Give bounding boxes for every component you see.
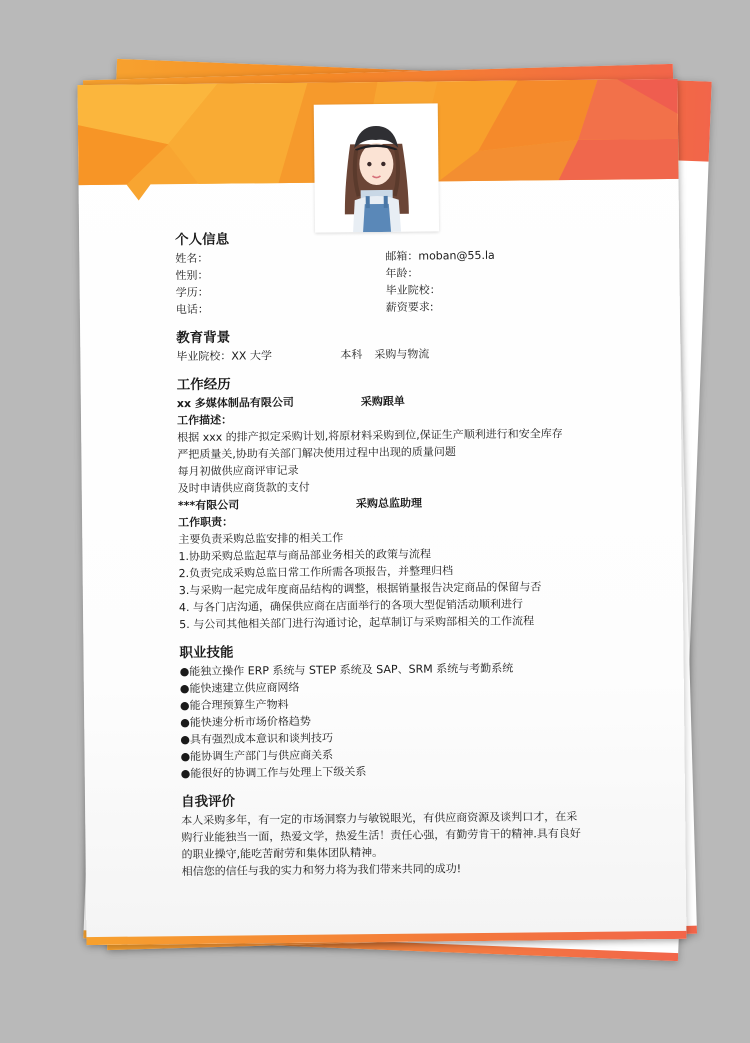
self-eval-line: 的职业操守,能吃苦耐劳和集体团队精神。 bbox=[181, 846, 384, 862]
skills-section bbox=[179, 639, 600, 782]
job-desc-line: 严把质量关,协助有关部门解决使用过程中出现的质量问题 bbox=[177, 445, 456, 462]
section-heading: 自我评价 bbox=[180, 793, 236, 811]
skill-item: ●能合理预算生产物料 bbox=[179, 697, 289, 713]
education-school: 毕业院校：XX 大学 bbox=[176, 349, 273, 364]
skill-item: ●能独立操作 ERP 系统与 STEP 系统及 SAP、SRM 系统与考勤系统 bbox=[179, 661, 514, 679]
education-major: 采购与物流 bbox=[374, 347, 430, 362]
resume-content bbox=[175, 226, 602, 880]
section-heading: 工作经历 bbox=[176, 376, 231, 394]
job-desc-line: 5. 与公司其他相关部门进行沟通讨论，起草制订与采购部相关的工作流程 bbox=[179, 614, 535, 632]
girl-portrait-icon bbox=[314, 103, 439, 232]
self-eval-line: 相信您的信任与我的实力和努力将为我们带来共同的成功! bbox=[181, 862, 462, 879]
phone-field: 电话： bbox=[175, 302, 209, 317]
skill-item: ●能快速建立供应商网络 bbox=[179, 680, 300, 696]
education-section bbox=[176, 324, 596, 365]
profile-photo bbox=[314, 103, 439, 232]
job-desc-line: 4. 与各门店沟通，确保供应商在店面举行的各项大型促销活动顺利进行 bbox=[178, 597, 524, 615]
salary-field: 薪资要求: bbox=[385, 300, 434, 314]
work-section bbox=[177, 371, 600, 633]
section-heading: 个人信息 bbox=[175, 231, 230, 249]
education-field: 学历： bbox=[175, 285, 209, 300]
job-company: ***有限公司 bbox=[177, 498, 240, 513]
job-desc-line: 根据 xxx 的排产拟定采购计划,将原材料采购到位,保证生产顺利进行和安全库存 bbox=[177, 427, 563, 445]
skill-item: ●能协调生产部门与供应商关系 bbox=[180, 748, 334, 764]
skill-item: ●能很好的协调工作与处理上下级关系 bbox=[180, 765, 367, 781]
job-title: 采购总监助理 bbox=[355, 496, 422, 511]
self-eval-line: 购行业能独当一面，热爱文学，热爱生活！责任心强，有勤劳肯干的精神.具有良好 bbox=[181, 826, 581, 845]
email-field: 邮箱：moban@55.la bbox=[385, 248, 495, 263]
skill-item: ●具有强烈成本意识和谈判技巧 bbox=[180, 731, 334, 747]
section-heading: 教育背景 bbox=[176, 329, 231, 347]
job-company: xx 多媒体制品有限公司 bbox=[176, 395, 294, 411]
self-eval-line: 本人采购多年，有一定的市场洞察力与敏锐眼光，有供应商资源及谈判口才，在采 bbox=[181, 809, 578, 828]
gender-field: 性别： bbox=[175, 268, 209, 283]
skill-item: ●能快速分析市场价格趋势 bbox=[180, 714, 311, 730]
education-degree: 本科 bbox=[340, 348, 363, 362]
self-evaluation-section bbox=[181, 788, 602, 880]
resume-page bbox=[78, 79, 687, 945]
age-field: 年龄： bbox=[385, 266, 419, 280]
job-desc-label: 工作描述： bbox=[176, 413, 233, 428]
job-desc-line: 及时申请供应商货款的支付 bbox=[177, 480, 310, 496]
job-desc-line: 主要负责采购总监安排的相关工作 bbox=[178, 531, 344, 547]
section-heading: 职业技能 bbox=[179, 644, 234, 662]
job-title: 采购跟单 bbox=[360, 394, 405, 409]
job-desc-label: 工作职责： bbox=[178, 515, 234, 530]
job-desc-line: 2.负责完成采购总监日常工作所需各项报告，并整理归档 bbox=[178, 564, 454, 581]
job-desc-line: 每月初做供应商评审记录 bbox=[177, 463, 299, 479]
school-field: 毕业院校： bbox=[385, 283, 441, 297]
job-desc-line: 3.与采购一起完成年度商品结构的调整，根据销量报告决定商品的保留与否 bbox=[178, 580, 542, 598]
personal-info-section bbox=[175, 226, 596, 318]
name-field: 姓名： bbox=[175, 251, 209, 266]
job-desc-line: 1.协助采购总监起草与商品部业务相关的政策与流程 bbox=[178, 547, 432, 564]
